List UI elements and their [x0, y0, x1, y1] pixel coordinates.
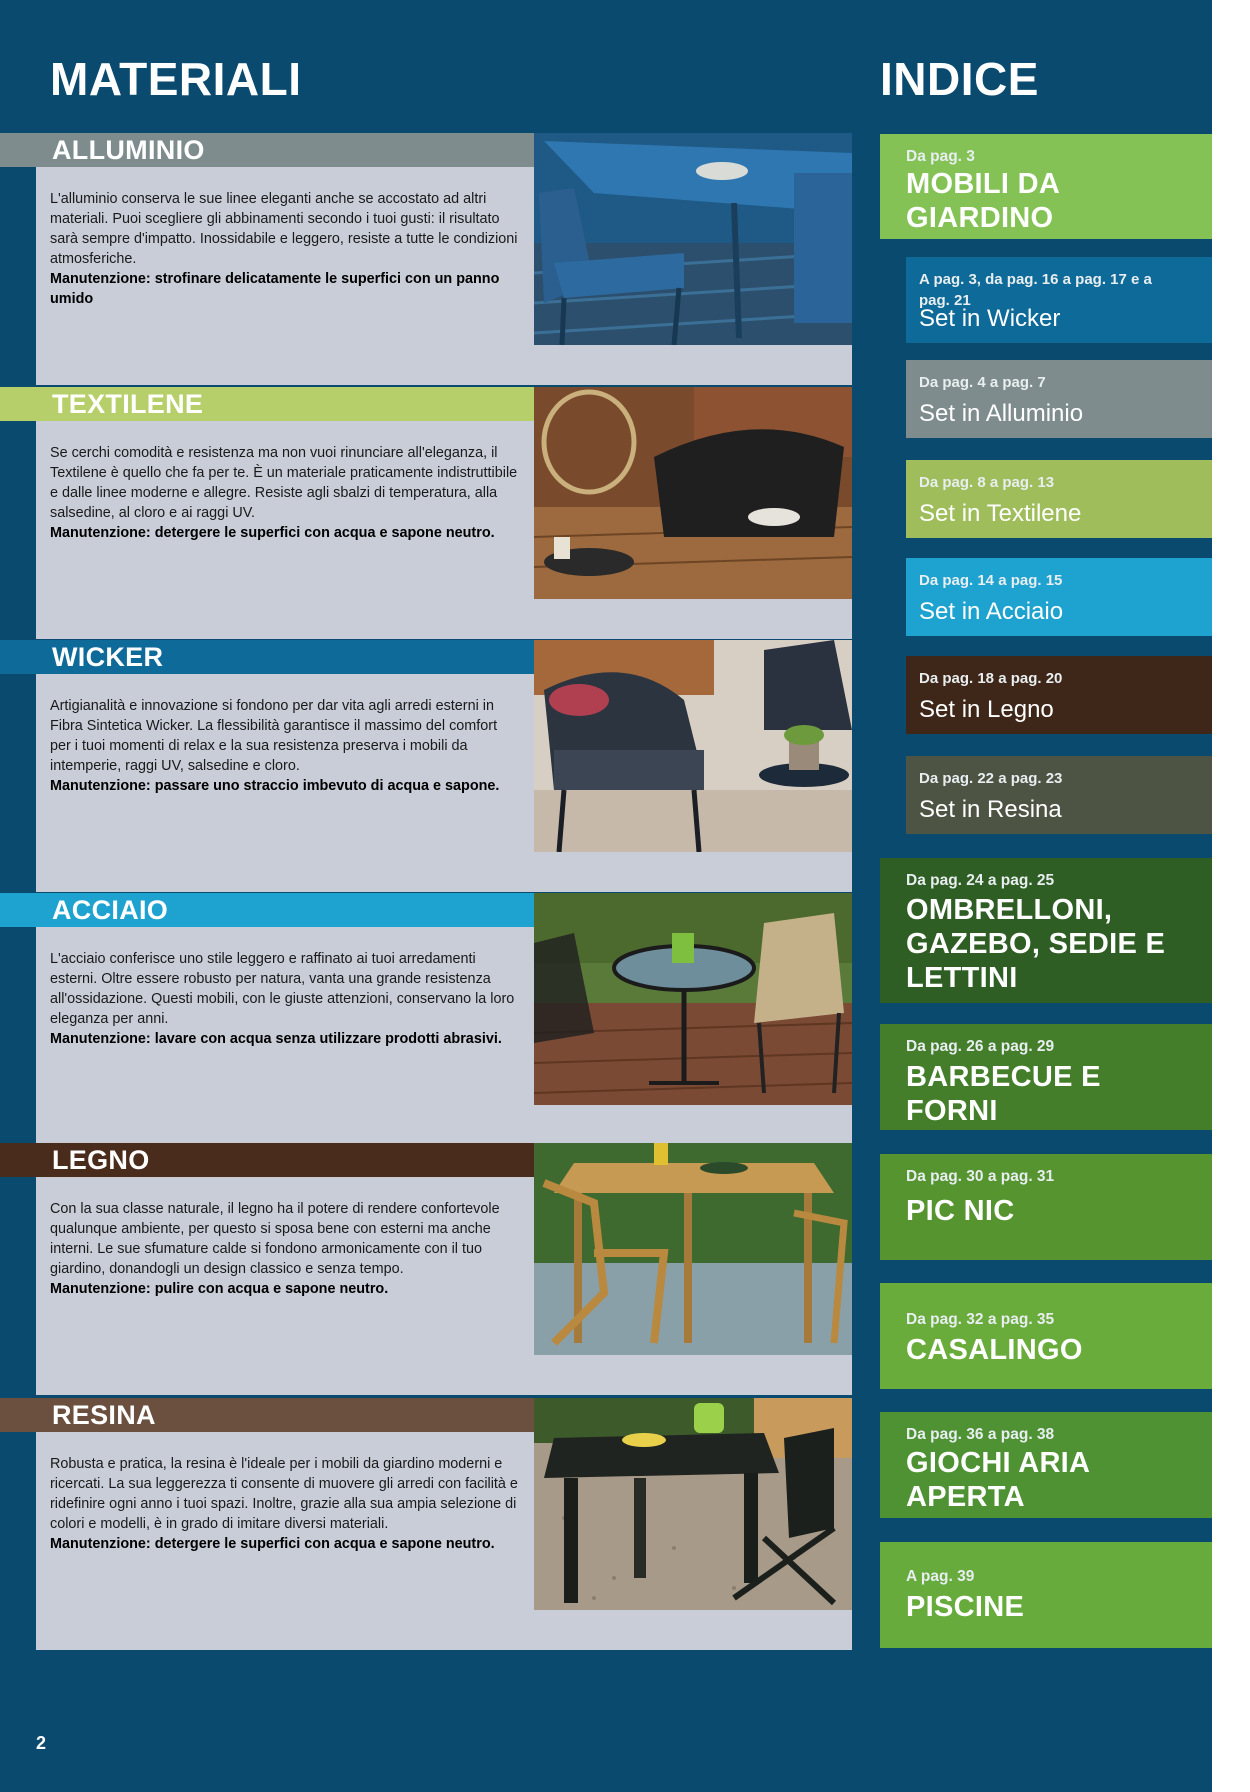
material-name: LEGNO: [52, 1145, 150, 1175]
index-category: CASALINGO: [906, 1334, 1083, 1366]
material-care: Manutenzione: lavare con acqua senza utilizzare prodotti abrasivi.: [50, 1031, 502, 1047]
material-name: ACCIAIO: [52, 895, 169, 925]
index-set-label: Set in Resina: [919, 796, 1062, 823]
index-set-label: Set in Textilene: [919, 500, 1082, 527]
index-mobili-da-giardino[interactable]: [880, 134, 1212, 239]
material-band: [0, 640, 534, 674]
index-set-label: Set in Acciaio: [919, 598, 1064, 625]
index-category: OMBRELLONI, GAZEBO, SEDIE E LETTINI: [906, 894, 1166, 994]
index-pages: Da pag. 4 a pag. 7: [919, 374, 1046, 391]
material-care: Manutenzione: strofinare delicatamente le superfici con un panno umido: [50, 271, 500, 307]
index-pages: Da pag. 8 a pag. 13: [919, 474, 1055, 491]
photo-strip: [534, 345, 852, 385]
index-category: MOBILI DA GIARDINO: [906, 168, 1060, 234]
material-description: [50, 1199, 518, 1299]
index-giochi[interactable]: [880, 1412, 1212, 1518]
index-pages: Da pag. 24 a pag. 25: [906, 872, 1055, 889]
index-pages: Da pag. 32 a pag. 35: [906, 1311, 1055, 1328]
index-barbecue[interactable]: [880, 1024, 1212, 1130]
legno-photo: [534, 1143, 852, 1355]
material-section-acciaio: [0, 893, 852, 1145]
material-band: [0, 1143, 534, 1177]
material-description: [50, 189, 518, 309]
index-pic-nic[interactable]: [880, 1154, 1212, 1260]
material-description: [50, 696, 518, 796]
index-category: GIOCHI ARIA APERTA: [906, 1447, 1090, 1513]
material-text: Se cerchi comodità e resistenza ma non vuoi rinunciare all'eleganza, il Textilene è quello che fa per te. È un materiale praticamente indistruttibile e dalle linee moderne e allegre. Resiste agli sbalzi di temperatura, alla salsedine, al cloro e ai raggi UV.: [50, 445, 518, 521]
index-set-wicker[interactable]: [906, 257, 1212, 343]
index-set-alluminio[interactable]: [906, 360, 1212, 438]
material-text: Con la sua classe naturale, il legno ha il potere di rendere confortevole qualunque ambiente, per questo si sposa bene con esterni ma anche interni. Le sue sfumature calde si fondono armonicamente con il tuo giardino, donandogli un design classico e senza tempo.: [50, 1201, 500, 1277]
page-number: 2: [36, 1733, 47, 1753]
index-pages: Da pag. 22 a pag. 23: [919, 770, 1063, 787]
index-set-textilene[interactable]: [906, 460, 1212, 538]
material-description: [50, 443, 518, 543]
index-category: BARBECUE E FORNI: [906, 1061, 1101, 1127]
index-category: PISCINE: [906, 1591, 1025, 1623]
index-set-label: Set in Alluminio: [919, 400, 1084, 427]
material-section-textilene: [0, 387, 852, 639]
index-piscine[interactable]: [880, 1542, 1212, 1648]
textilene-photo: [534, 387, 852, 599]
material-section-wicker: [0, 640, 852, 892]
acciaio-photo: [534, 893, 852, 1105]
material-band: [0, 387, 534, 421]
material-description: [50, 1454, 518, 1554]
material-text: Artigianalità e innovazione si fondono per dar vita agli arredi esterni in Fibra Sintetica Wicker. La flessibilità garantisce il massimo del comfort per i tuoi momenti di relax e la sua resistenza preserva i mobili da intemperie, raggi UV, salsedine e cloro.: [50, 698, 498, 774]
material-text: Robusta e pratica, la resina è l'ideale per i mobili da giardino moderni e ricercati. La sua leggerezza ti consente di muovere gli arredi con facilità e ridefinire ogni anno i tuoi spazi. Inoltre, grazie alla sua ampia selezione di colori e modelli, è in grado di imitare diversi materiali.: [50, 1456, 518, 1532]
index-pages: Da pag. 26 a pag. 29: [906, 1038, 1055, 1055]
index-set-label: Set in Legno: [919, 696, 1054, 723]
materiali-title: MATERIALI: [50, 53, 302, 105]
photo-strip: [534, 852, 852, 892]
index-set-resina[interactable]: [906, 756, 1212, 834]
photo-strip: [534, 1355, 852, 1395]
resina-photo: [534, 1398, 852, 1610]
material-section-legno: [0, 1143, 852, 1395]
material-name: RESINA: [52, 1400, 156, 1430]
index-pages: Da pag. 14 a pag. 15: [919, 572, 1063, 589]
photo-strip: [534, 1610, 852, 1650]
material-band: [0, 1398, 534, 1432]
index-pages: Da pag. 18 a pag. 20: [919, 670, 1063, 687]
material-band: [0, 893, 534, 927]
material-section-resina: [0, 1398, 852, 1650]
indice-title: INDICE: [880, 53, 1039, 105]
material-text: L'alluminio conserva le sue linee eleganti anche se accostato ad altri materiali. Puoi scegliere gli abbinamenti secondo i tuoi gusti: il risultato sarà sempre d'impatto. Inossidabile e leggero, resiste a tutte le condizioni atmosferiche.: [50, 191, 518, 267]
index-pages: Da pag. 3: [906, 148, 975, 165]
material-name: TEXTILENE: [52, 389, 204, 419]
index-set-acciaio[interactable]: [906, 558, 1212, 636]
material-name: ALLUMINIO: [52, 135, 205, 165]
material-name: WICKER: [52, 642, 164, 672]
photo-strip: [534, 599, 852, 639]
alluminio-photo: [534, 133, 852, 345]
index-set-legno[interactable]: [906, 656, 1212, 734]
photo-strip: [534, 1105, 852, 1145]
material-band: [0, 133, 534, 167]
material-description: [50, 949, 518, 1049]
material-section-alluminio: [0, 133, 852, 385]
index-set-label: Set in Wicker: [919, 305, 1061, 332]
index-ombrelloni[interactable]: [880, 858, 1212, 1003]
index-pages: Da pag. 30 a pag. 31: [906, 1168, 1055, 1185]
material-text: L'acciaio conferisce uno stile leggero e raffinato ai tuoi arredamenti esterni. Oltre essere robusto per natura, vanta una grande resistenza all'ossidazione. Questi mobili, con le giuste attenzioni, conservano la loro eleganza per anni.: [50, 951, 515, 1027]
index-pages: Da pag. 36 a pag. 38: [906, 1426, 1055, 1443]
material-care: Manutenzione: passare uno straccio imbevuto di acqua e sapone.: [50, 778, 500, 794]
material-care: Manutenzione: detergere le superfici con acqua e sapone neutro.: [50, 1536, 495, 1552]
index-pages: A pag. 3, da pag. 16 a pag. 17 e a pag. 21: [919, 271, 1152, 309]
material-care: Manutenzione: pulire con acqua e sapone neutro.: [50, 1281, 389, 1297]
wicker-photo: [534, 640, 852, 852]
index-category: PIC NIC: [906, 1195, 1015, 1227]
index-pages: A pag. 39: [906, 1568, 975, 1585]
index-casalingo[interactable]: [880, 1283, 1212, 1389]
material-care: Manutenzione: detergere le superfici con acqua e sapone neutro.: [50, 525, 495, 541]
